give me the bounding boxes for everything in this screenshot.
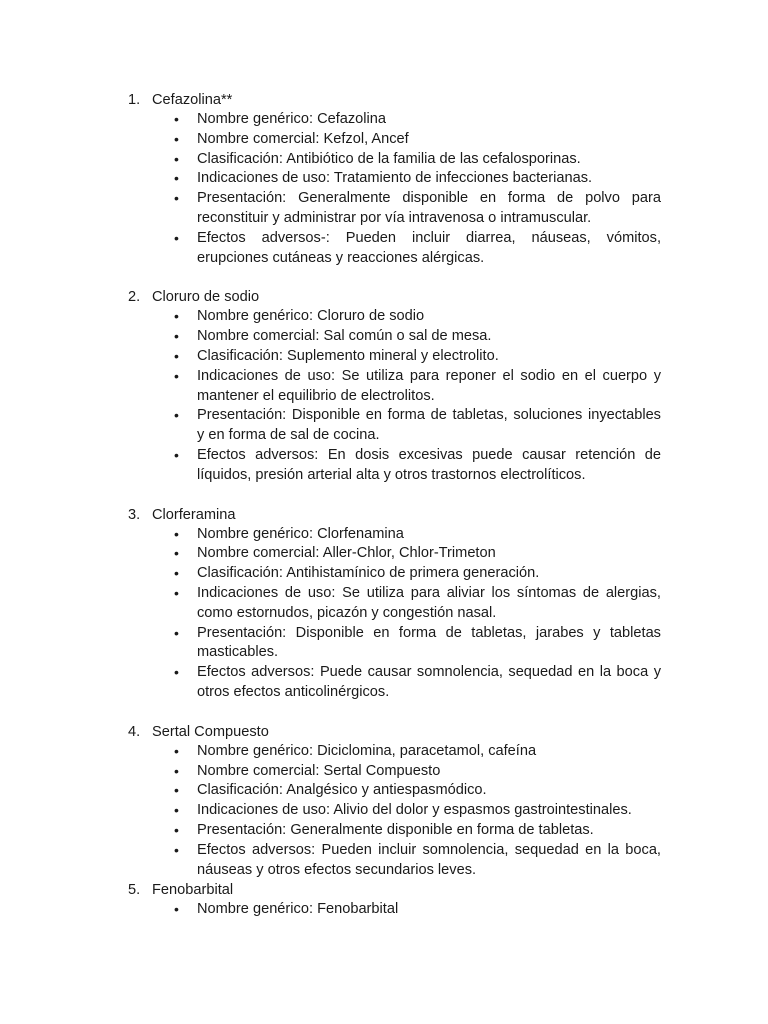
field-label: Indicaciones de uso: <box>197 170 331 187</box>
detail-classification <box>197 564 661 584</box>
field-label: Nombre genérico: <box>197 308 313 325</box>
field-value: En dosis excesivas puede causar retención de líquidos, presión arterial alta y otros trastornos electrolíticos. <box>197 446 662 483</box>
field-value: Generalmente disponible en forma de polvo para reconstituir y administrar por vía intravenosa o intramuscular. <box>197 190 661 226</box>
medication-title: Sertal Compuesto <box>152 723 269 740</box>
field-label: Indicaciones de uso: <box>197 802 331 819</box>
medication-details <box>128 525 661 703</box>
field-value: Aller-Chlor, Chlor-Trimeton <box>322 545 496 562</box>
medication-entry-5 <box>128 880 661 920</box>
list-number: 5. <box>128 882 141 899</box>
medication-entry-4 <box>128 722 661 881</box>
detail-generic-name <box>197 900 661 920</box>
detail-adverse-effects <box>197 229 661 269</box>
medication-heading <box>128 722 661 742</box>
medication-title: Cloruro de sodio <box>152 289 260 306</box>
field-label: Nombre genérico: <box>197 742 313 759</box>
medication-heading <box>128 880 661 900</box>
detail-indications <box>197 367 661 407</box>
medication-title: Fenobarbital <box>152 882 234 899</box>
field-label: Nombre comercial: <box>197 545 320 562</box>
detail-brand-name <box>197 544 661 564</box>
detail-adverse-effects <box>197 446 661 486</box>
detail-presentation <box>197 406 661 446</box>
field-label: Clasificación: <box>197 150 283 167</box>
field-label: Clasificación: <box>197 347 283 364</box>
field-value: Fenobarbital <box>317 901 399 918</box>
field-label: Nombre comercial: <box>197 328 320 345</box>
field-label: Presentación: <box>197 407 287 424</box>
medication-details <box>128 742 661 881</box>
medication-title: Clorferamina <box>152 506 236 523</box>
detail-presentation <box>197 624 661 664</box>
detail-generic-name <box>197 307 661 327</box>
list-number: 4. <box>128 723 141 740</box>
field-label: Efectos adversos: <box>197 841 316 858</box>
detail-classification <box>197 781 661 801</box>
field-value: Sertal Compuesto <box>323 762 441 779</box>
medication-list <box>128 90 661 920</box>
field-label: Nombre genérico: <box>197 901 313 918</box>
field-label: Nombre comercial: <box>197 130 320 147</box>
field-value: Tratamiento de infecciones bacterianas. <box>333 170 593 187</box>
field-value: Disponible en forma de tabletas, soluciones inyectables y en forma de sal de cocina. <box>197 407 661 444</box>
field-value: Cloruro de sodio <box>317 308 425 325</box>
medication-details <box>128 900 661 920</box>
detail-classification <box>197 150 661 170</box>
field-label: Efectos adversos: <box>197 664 315 681</box>
field-value: Kefzol, Ancef <box>323 130 409 147</box>
field-label: Indicaciones de uso: <box>197 367 336 384</box>
list-number: 1. <box>128 92 141 108</box>
field-value: Disponible en forma de tabletas, jarabes y tabletas masticables. <box>197 624 661 661</box>
medication-entry-1 <box>128 90 661 268</box>
detail-generic-name <box>197 110 661 130</box>
medication-details <box>128 110 661 268</box>
medication-entry-2 <box>128 287 661 485</box>
detail-generic-name <box>197 525 661 545</box>
field-value: Puede causar somnolencia, sequedad en la boca y otros efectos anticolinérgicos. <box>197 664 661 700</box>
field-label: Presentación: <box>197 821 287 838</box>
field-value: Cefazolina <box>317 111 387 127</box>
field-value: Diciclomina, paracetamol, cafeína <box>317 742 537 759</box>
detail-presentation <box>197 821 661 841</box>
field-value: Suplemento mineral y electrolito. <box>287 347 499 364</box>
medication-entry-3 <box>128 505 661 703</box>
detail-indications <box>197 801 661 821</box>
field-value: Antihistamínico de primera generación. <box>286 565 540 582</box>
field-value: Se utiliza para reponer el sodio en el cuerpo y mantener el equilibrio de electrolitos. <box>197 367 661 404</box>
medication-heading <box>128 505 661 525</box>
detail-classification <box>197 347 661 367</box>
field-label: Nombre genérico: <box>197 525 313 542</box>
field-label: Efectos adversos-: <box>197 229 330 246</box>
field-value: Pueden incluir somnolencia, sequedad en la boca, náuseas y otros efectos secundarios leves. <box>197 841 661 878</box>
field-value: Clorfenamina <box>317 525 404 542</box>
field-value: Sal común o sal de mesa. <box>323 328 492 345</box>
field-value: Se utiliza para aliviar los síntomas de alergias, como estornudos, picazón y congestión nasal. <box>197 584 661 621</box>
field-value: Alivio del dolor y espasmos gastrointestinales. <box>333 802 632 819</box>
field-label: Clasificación: <box>197 565 283 582</box>
detail-indications <box>197 584 661 624</box>
field-label: Nombre genérico: <box>197 111 313 127</box>
field-label: Nombre comercial: <box>197 762 320 779</box>
medication-heading <box>128 287 661 307</box>
field-value: Pueden incluir diarrea, náuseas, vómitos, erupciones cutáneas y reacciones alérgicas. <box>197 229 661 266</box>
field-label: Presentación: <box>197 624 287 641</box>
field-value: Analgésico y antiespasmódico. <box>286 782 487 799</box>
field-label: Efectos adversos: <box>197 446 319 463</box>
medication-title: Cefazolina** <box>152 92 233 108</box>
field-value: Generalmente disponible en forma de tabletas. <box>290 821 594 838</box>
field-label: Clasificación: <box>197 782 283 799</box>
list-number: 2. <box>128 289 141 306</box>
detail-brand-name <box>197 130 661 150</box>
medication-heading <box>128 90 661 110</box>
field-value: Antibiótico de la familia de las cefalosporinas. <box>286 150 581 167</box>
detail-brand-name <box>197 327 661 347</box>
detail-indications <box>197 169 661 189</box>
detail-brand-name <box>197 762 661 782</box>
detail-adverse-effects <box>197 663 661 703</box>
list-number: 3. <box>128 506 141 523</box>
detail-presentation <box>197 189 661 229</box>
field-label: Indicaciones de uso: <box>197 584 336 601</box>
field-label: Presentación: <box>197 190 287 207</box>
detail-generic-name <box>197 742 661 762</box>
medication-details <box>128 307 661 485</box>
detail-adverse-effects <box>197 841 661 881</box>
